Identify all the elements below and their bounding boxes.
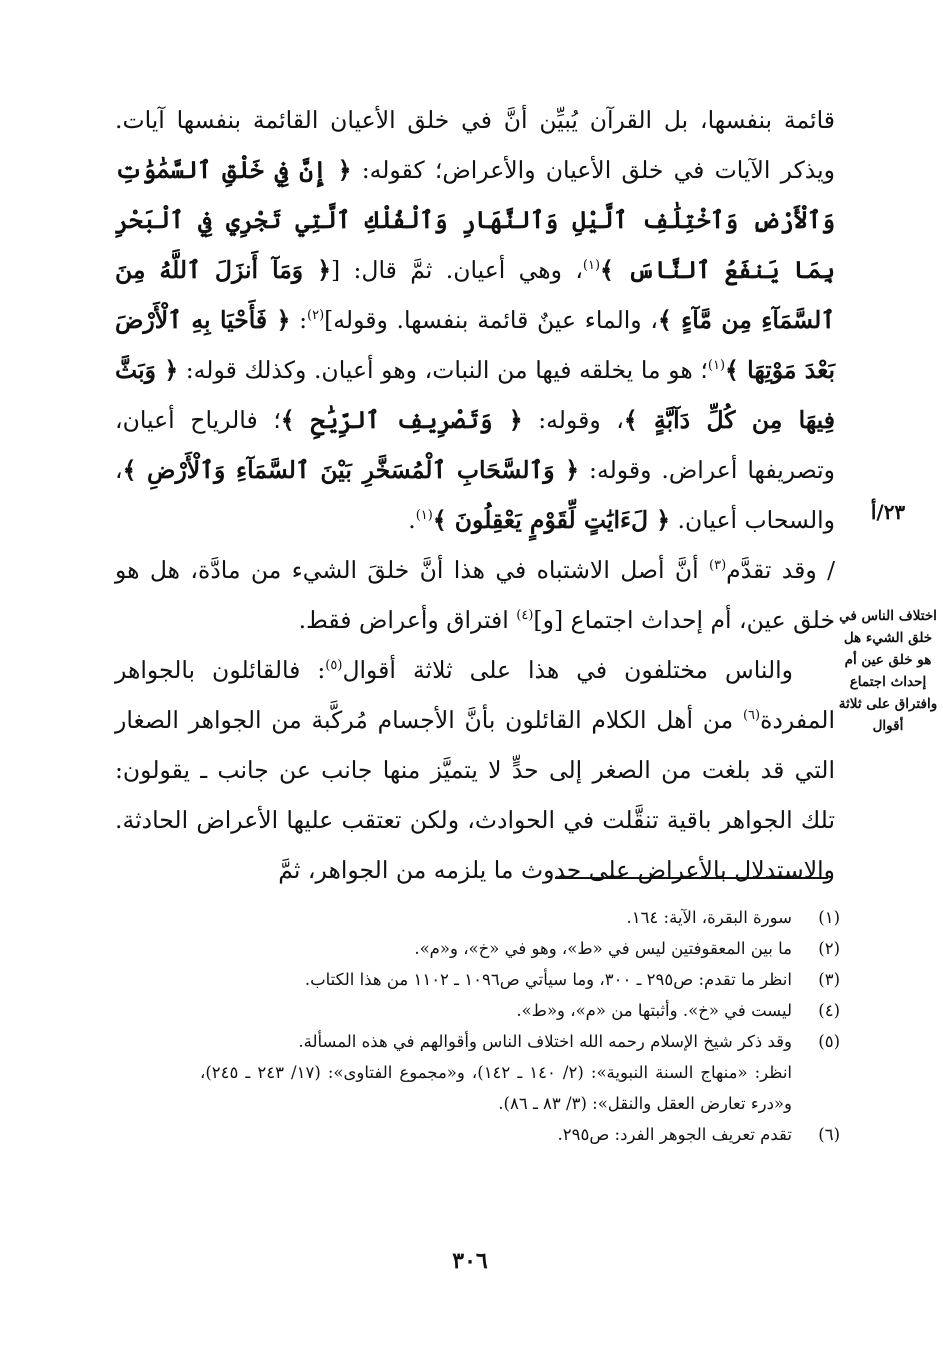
footnote-marker: (١): [582, 258, 601, 274]
quran-verse: ﴿ إِنَّ فِي خَلْقِ ٱلسَّمَٰوَٰتِ وَٱلْأَرْضِ وَٱخْتِلَٰفِ ٱلَّيْلِ وَٱلنَّهَارِ وَٱلْفُلْكِ ٱلَّتِي تَجْرِي فِي ٱلْبَحْرِ بِمَا يَنفَعُ ٱلنَّاسَ ﴾: [115, 156, 835, 284]
text-run: افتراق وأعراض فقط.: [298, 606, 517, 634]
footnote-text: سورة البقرة، الآية: ١٦٤.: [626, 908, 792, 927]
quran-verse: ﴿ وَمَآ أَنزَلَ ٱللَّهُ مِنَ ٱلسَّمَآءِ مِن مَّآءٍ ﴾: [115, 256, 835, 334]
paragraph-2: [115, 545, 835, 645]
paragraph-3: [115, 645, 835, 895]
footnote-text: تقدم تعريف الجوهر الفرد: ص٢٩٥.: [557, 1125, 792, 1144]
footnote-marker: (٢): [307, 308, 325, 324]
text-run: .: [408, 506, 416, 534]
footnote-marker: (٣): [709, 558, 727, 574]
footnote-item: [200, 1119, 840, 1150]
text-run: :: [290, 306, 307, 334]
footnote-text: ليست في «خ». وأثبتها من «م»، و«ط».: [516, 1001, 792, 1020]
text-run: من أهل الكلام القائلون بأنَّ الأجسام مُركَّبة من الجواهر الصغار التي قد بلغت من الصغر إلى حدٍّ لا يتميَّز منها جانب عن جانب ـ يقولون: تلك الجواهر باقية تنقَّلت في الحوادث، ولكن تعتقب عليها الأعراض الحادثة. والاستدلال بالأعراض على حدوث ما يلزمه من الجواهر، ثمَّ: [115, 706, 835, 884]
page-number: ٣٠٦: [452, 1248, 488, 1274]
footnote-separator: [555, 877, 828, 879]
main-text: [115, 95, 835, 895]
footnote-item: [200, 1026, 840, 1057]
text-run: ، والماء عينٌ قائمة بنفسها. وقوله]: [324, 306, 658, 334]
quran-verse: ﴿ وَتَصْرِيفِ ٱلرِّيَٰحِ ﴾: [280, 406, 523, 434]
margin-heading: اختلاف الناس في خلق الشيء هل هو خلق عين أم إحداث اجتماع وافتراق على ثلاثة أقوال: [838, 608, 938, 734]
text-run: : فالقائلون بالجواهر المفردة: [115, 656, 835, 734]
text-run: أنَّ أصل الاشتباه في هذا أنَّ خلقَ الشيء من مادَّة، هل هو خلق عين، أم إحداث اجتماع [و]: [115, 556, 835, 634]
text-run: قائمة بنفسها، بل القرآن يُبيِّن أنَّ في خلق الأعيان القائمة بنفسها آيات. ويذكر الآيات في خلق الأعيان والأعراض؛ كقوله:: [115, 106, 836, 184]
footnote-number: (٣): [818, 970, 840, 989]
footnote-continuation: انظر: «منهاج السنة النبوية»: (٢/ ١٤٠ ـ ١٤٢)، و«مجموع الفتاوى»: (١٧/ ٢٤٣ ـ ٢٤٥)، و«درء تعارض العقل والنقل»: (٣/ ٨٣ ـ ٨٦).: [200, 1063, 793, 1113]
quran-verse: ﴿ وَٱلسَّحَابِ ٱلْمُسَخَّرِ بَيْنَ ٱلسَّمَآءِ وَٱلْأَرْضِ ﴾: [122, 456, 580, 484]
footnote-text: ما بين المعقوفتين ليس في «ط»، وهو في «خ»، و«م».: [414, 939, 792, 958]
text-run: والناس مختلفون في هذا على ثلاثة أقوال: [342, 656, 793, 684]
manuscript-page-ref: ٢٣/أ: [870, 500, 906, 524]
quran-verse: ﴿ فَأَحْيَا بِهِ ٱلْأَرْضَ بَعْدَ مَوْتِهَا ﴾: [115, 306, 836, 384]
text-run: / وقد تقدَّم: [726, 556, 836, 584]
footnote-text: انظر ما تقدم: ص٢٩٥ ـ ٣٠٠، وما سيأتي ص١٠٩٦ ـ ١١٠٢ من هذا الكتاب.: [304, 970, 792, 989]
footnote-number: (١): [818, 908, 840, 927]
footnote-number: (٦): [818, 1125, 840, 1144]
text-run: ؛ فالرياح أعيان، وتصريفها أعراض. وقوله:: [115, 406, 835, 484]
footnote-marker: (٤): [516, 608, 534, 624]
footnote-item: [200, 964, 840, 995]
text-run: ، وهي أعيان. ثمَّ قال: [: [331, 256, 583, 284]
footnote-marker: (١): [707, 358, 726, 374]
footnote-marker: (١): [415, 508, 433, 524]
footnotes: [200, 902, 840, 1150]
footnote-text: وقد ذكر شيخ الإسلام رحمه الله اختلاف الناس وأقوالهم في هذه المسألة.: [298, 1032, 792, 1051]
footnote-number: (٥): [818, 1032, 840, 1051]
footnote-marker: (٦): [742, 708, 761, 724]
footnote-item: [200, 933, 840, 964]
footnote-item: [200, 902, 840, 933]
footnote-marker: (٥): [325, 658, 343, 674]
footnote-item: [200, 995, 840, 1026]
text-run: ؛ هو ما يخلقه فيها من النبات، وهو أعيان. وكذلك قوله:: [178, 356, 708, 384]
footnote-number: (٢): [818, 939, 840, 958]
quran-verse: ﴿ لَءَايَٰتٍ لِّقَوْمٍ يَعْقِلُونَ ﴾: [432, 506, 671, 534]
text-run: ، وقوله:: [522, 406, 624, 434]
footnote-number: (٤): [818, 1001, 840, 1020]
text-run: ، والسحاب أعيان.: [115, 456, 835, 534]
paragraph-1: [115, 95, 835, 545]
quran-verse: ﴿ وَبَثَّ فِيهَا مِن كُلِّ دَآبَّةٍ ﴾: [115, 356, 835, 434]
